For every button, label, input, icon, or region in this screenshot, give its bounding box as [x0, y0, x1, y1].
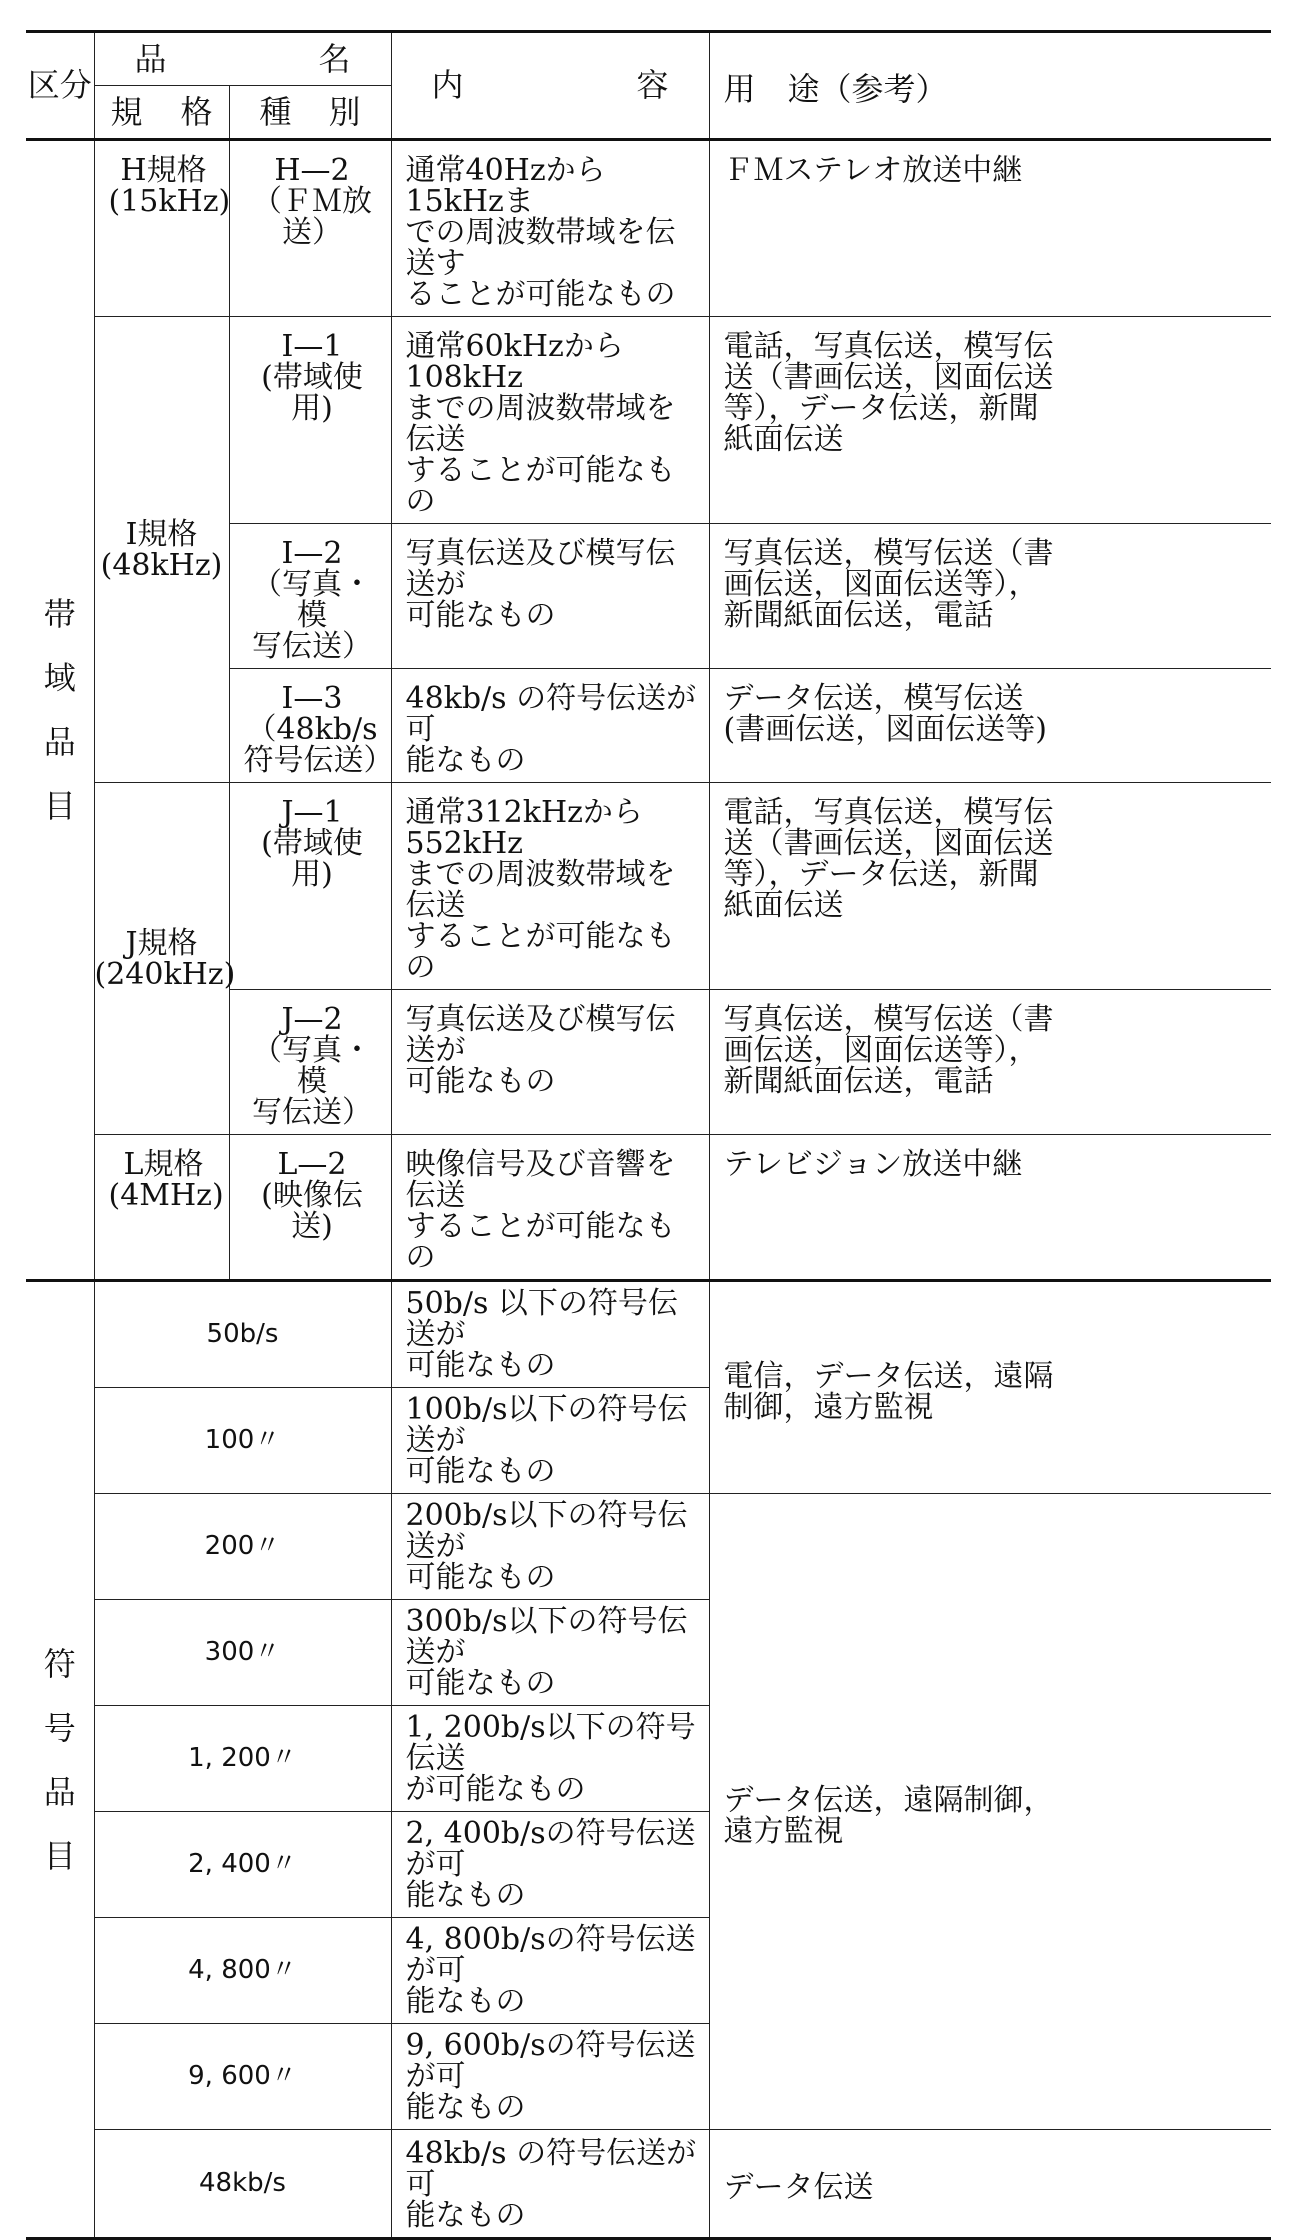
use-cell: ＦＭステレオ放送中継: [709, 140, 1271, 317]
content-cell: 48kb/s の符号伝送が可 能なもの: [391, 2130, 709, 2239]
kind-cell: L—2 (映像伝送): [229, 1135, 391, 1281]
header-shubetsu: 種 別: [229, 86, 391, 140]
content-cell: 写真伝送及び模写伝送が 可能なもの: [391, 990, 709, 1135]
kind-cell: Ⅰ—2 （写真・模 写伝送）: [229, 524, 391, 669]
content-cell: 50b/s 以下の符号伝送が 可能なもの: [391, 1281, 709, 1388]
header-row-1: [26, 32, 1271, 86]
kind-cell: J—2 （写真・模 写伝送）: [229, 990, 391, 1135]
service-table: [26, 30, 1271, 2240]
kind-cell: H—2 （ＦＭ放送）: [229, 140, 391, 317]
content-cell: 1, 200b/s以下の符号伝送 が可能なもの: [391, 1706, 709, 1812]
code-row: [26, 1281, 1271, 1388]
use-cell: 電話，写真伝送，模写伝 送（書画伝送，図面伝送 等），データ伝送，新聞 紙面伝送: [709, 783, 1271, 990]
rate-cell: 300〃: [94, 1600, 391, 1706]
content-cell: 2, 400b/sの符号伝送が可 能なもの: [391, 1812, 709, 1918]
spec-cell: H規格 (15kHz): [94, 140, 229, 317]
rate-cell: 100〃: [94, 1388, 391, 1494]
use-cell-high: データ伝送: [709, 2130, 1271, 2239]
rate-cell: 1, 200〃: [94, 1706, 391, 1812]
header-naiyou: 内 容: [391, 32, 709, 140]
content-cell: 通常60kHzから108kHz までの周波数帯域を伝送 することが可能なもの: [391, 317, 709, 524]
rate-cell: 50b/s: [94, 1281, 391, 1388]
content-cell: 4, 800b/sの符号伝送が可 能なもの: [391, 1918, 709, 2024]
content-cell: 300b/s以下の符号伝送が 可能なもの: [391, 1600, 709, 1706]
use-cell: 電話，写真伝送，模写伝 送（書画伝送，図面伝送 等），データ伝送，新聞 紙面伝送: [709, 317, 1271, 524]
content-cell: 9, 600b/sの符号伝送が可 能なもの: [391, 2024, 709, 2130]
use-cell-mid: データ伝送，遠隔制御， 遠方監視: [709, 1494, 1271, 2130]
spec-cell: Ⅰ規格 (48kHz): [94, 317, 229, 783]
code-row: [26, 1494, 1271, 1600]
header-youto: 用 途（参考）: [709, 32, 1271, 140]
use-cell: 写真伝送，模写伝送（書 画伝送，図面伝送等）， 新聞紙面伝送，電話: [709, 524, 1271, 669]
content-cell: 通常40Hzから15kHzま での周波数帯域を伝送す ることが可能なもの: [391, 140, 709, 317]
content-cell: 通常312kHzから552kHz までの周波数帯域を伝送 することが可能なもの: [391, 783, 709, 990]
band-group-label: 帯 域 品 目: [26, 140, 94, 1281]
service-table-sheet: [26, 30, 1271, 2233]
rate-cell: 200〃: [94, 1494, 391, 1600]
content-cell: 100b/s以下の符号伝送が 可能なもの: [391, 1388, 709, 1494]
spec-cell: J規格 (240kHz): [94, 783, 229, 1135]
kind-cell: J—1 (帯域使用): [229, 783, 391, 990]
use-cell: テレビジョン放送中継: [709, 1135, 1271, 1281]
rate-cell: 48kb/s: [94, 2130, 391, 2239]
use-cell: データ伝送，模写伝送 (書画伝送，図面伝送等): [709, 669, 1271, 783]
band-row: [26, 783, 1271, 990]
band-row: [26, 140, 1271, 317]
content-cell: 200b/s以下の符号伝送が 可能なもの: [391, 1494, 709, 1600]
rate-cell: 4, 800〃: [94, 1918, 391, 2024]
spec-cell: L規格 (4MHz): [94, 1135, 229, 1281]
header-kikaku: 規 格: [94, 86, 229, 140]
rate-cell: 2, 400〃: [94, 1812, 391, 1918]
kind-cell: Ⅰ—1 (帯域使用): [229, 317, 391, 524]
header-kubun: 区分: [26, 32, 94, 140]
use-cell-low: 電信，データ伝送，遠隔 制御，遠方監視: [709, 1281, 1271, 1494]
header-hinmei: 品 名: [94, 32, 391, 86]
code-row: [26, 2130, 1271, 2239]
band-row: [26, 1135, 1271, 1281]
kind-cell: Ⅰ—3 （48kb/s 符号伝送）: [229, 669, 391, 783]
content-cell: 写真伝送及び模写伝送が 可能なもの: [391, 524, 709, 669]
rate-cell: 9, 600〃: [94, 2024, 391, 2130]
content-cell: 48kb/s の符号伝送が可 能なもの: [391, 669, 709, 783]
content-cell: 映像信号及び音響を伝送 することが可能なもの: [391, 1135, 709, 1281]
use-cell: 写真伝送，模写伝送（書 画伝送，図面伝送等）， 新聞紙面伝送，電話: [709, 990, 1271, 1135]
band-row: [26, 317, 1271, 524]
code-group-label: 符 号 品 目: [26, 1281, 94, 2239]
